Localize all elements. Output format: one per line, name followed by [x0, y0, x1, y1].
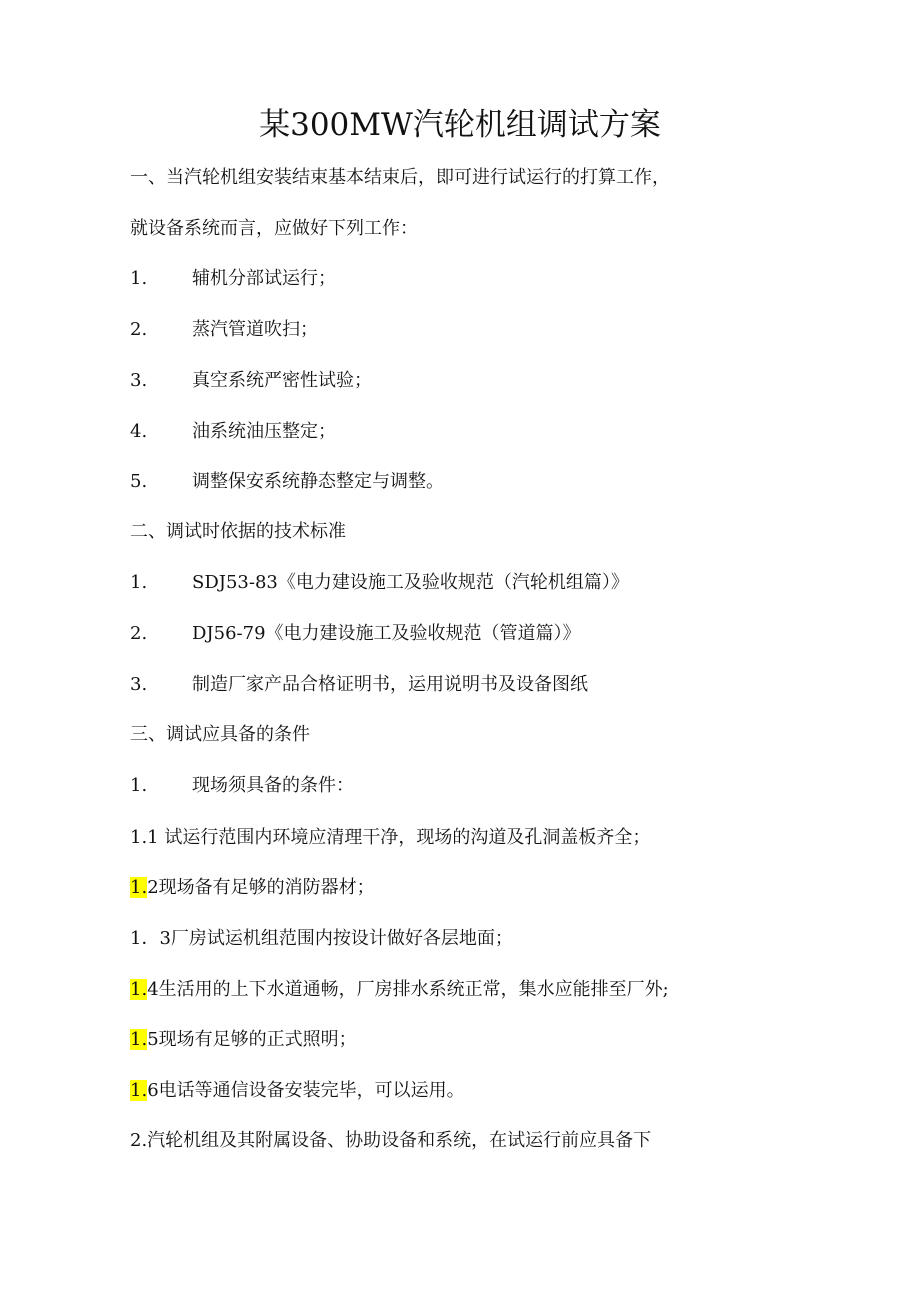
item-text: 制造厂家产品合格证明书，运用说明书及设备图纸 — [192, 674, 588, 695]
item-text: SDJ53-83《电力建设施工及验收规范（汽轮机组篇）》 — [192, 572, 629, 593]
prep-item — [130, 368, 372, 394]
intro-line-2: 就设备系统而言，应做好下列工作： — [130, 218, 418, 239]
standard-item — [130, 621, 581, 647]
prep-item — [130, 266, 336, 292]
condition-text: 生活用的上下水道通畅，厂房排水系统正常，集水应能排至厂外; — [158, 979, 669, 1000]
intro-line-1: 一、当汽轮机组安装结束基本结束后，即可进行试运行的打算工作， — [130, 167, 670, 188]
condition-text: 试运行范围内环境应清理干净，现场的沟道及孔洞盖板齐全； — [158, 827, 651, 848]
item-text: 油系统油压整定； — [192, 421, 336, 442]
highlighted-prefix: 1. — [130, 979, 148, 1000]
item-text: DJ56-79《电力建设施工及验收规范（管道篇）》 — [192, 623, 581, 644]
condition-prefix-rest: 4 — [147, 979, 159, 1000]
paragraph-line: 2.汽轮机组及其附属设备、协助设备和系统，在试运行前应具备下 — [130, 1130, 652, 1151]
item-text: 调整保安系统静态整定与调整。 — [192, 471, 444, 492]
highlighted-prefix: 1. — [130, 1080, 148, 1101]
condition-item — [130, 1078, 465, 1104]
section-heading: 二、调试时依据的技术标准 — [130, 521, 346, 542]
standard-item — [130, 570, 629, 596]
condition-item — [130, 825, 650, 851]
document-title: 某300MW汽轮机组调试方案 — [259, 107, 661, 143]
item-number: 1. — [130, 268, 148, 289]
section-heading: 三、调试应具备的条件 — [130, 724, 310, 745]
condition-text: 现场备有足够的消防器材； — [158, 877, 375, 898]
standard-item — [130, 672, 588, 698]
condition-item — [130, 977, 669, 1003]
condition-text: 现场有足够的正式照明； — [158, 1029, 357, 1050]
condition-text: 电话等通信设备安装完毕，可以运用。 — [158, 1080, 465, 1101]
condition-prefix-rest: 5 — [147, 1029, 159, 1050]
condition-item — [130, 926, 513, 952]
condition-text: 厂房试运机组范围内按设计做好各层地面； — [170, 928, 513, 949]
item-number: 3. — [130, 674, 148, 695]
item-number: 1. — [130, 775, 148, 796]
condition-prefix-rest: 2 — [147, 877, 159, 898]
item-text: 辅机分部试运行； — [192, 268, 336, 289]
item-text: 蒸汽管道吹扫； — [192, 319, 318, 340]
item-number: 5. — [130, 471, 148, 492]
site-conditions-heading — [130, 773, 354, 799]
prep-item — [130, 469, 444, 495]
item-number: 2. — [130, 623, 148, 644]
item-number: 3. — [130, 370, 148, 391]
item-text: 现场须具备的条件： — [192, 775, 354, 796]
item-text: 真空系统严密性试验； — [192, 370, 372, 391]
prep-item — [130, 419, 336, 445]
condition-item — [130, 1027, 357, 1053]
item-number: 4. — [130, 421, 148, 442]
item-number: 1. — [130, 572, 148, 593]
condition-prefix: 1．3 — [130, 928, 171, 949]
condition-item — [130, 875, 375, 901]
highlighted-prefix: 1. — [130, 877, 148, 898]
condition-prefix: 1.1 — [130, 827, 159, 848]
condition-prefix-rest: 6 — [147, 1080, 159, 1101]
highlighted-prefix: 1. — [130, 1029, 148, 1050]
prep-item — [130, 317, 318, 343]
item-number: 2. — [130, 319, 148, 340]
